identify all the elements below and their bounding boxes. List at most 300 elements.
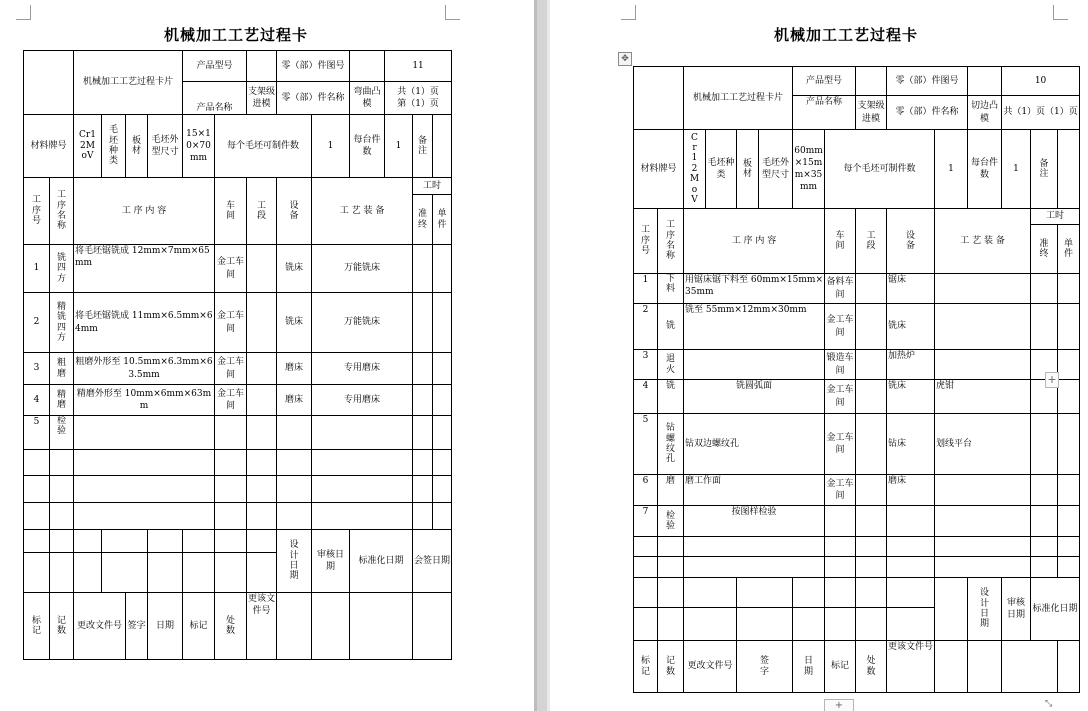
empty-cell[interactable]: [433, 476, 452, 503]
change-doc2-label[interactable]: 更该文件号: [887, 641, 935, 693]
empty-cell[interactable]: [684, 537, 825, 557]
op-no[interactable]: 2: [634, 304, 658, 350]
table-row[interactable]: [634, 304, 1080, 350]
op-tooling[interactable]: 专用磨床: [312, 353, 413, 385]
pieces-per-unit-label[interactable]: 每台件数: [968, 130, 1002, 209]
empty-cell[interactable]: [247, 503, 277, 530]
op-section[interactable]: [247, 385, 277, 416]
design-date[interactable]: [968, 578, 1002, 641]
empty-cell[interactable]: [50, 553, 74, 593]
op-no[interactable]: 1: [24, 245, 50, 293]
empty-cell[interactable]: [413, 450, 433, 476]
op-tooling[interactable]: 万能铣床: [312, 245, 413, 293]
signature-label[interactable]: 签字: [126, 593, 148, 660]
op-name[interactable]: [658, 414, 684, 475]
op-name[interactable]: [50, 416, 74, 450]
col-op-content[interactable]: 工 序 内 容: [684, 209, 825, 274]
op-workshop[interactable]: [825, 506, 856, 537]
op-prep[interactable]: [413, 385, 433, 416]
empty-cell[interactable]: [277, 593, 312, 660]
empty-cell[interactable]: [312, 503, 413, 530]
empty-cell[interactable]: [684, 608, 737, 641]
page-count[interactable]: [385, 82, 452, 115]
empty-cell[interactable]: [148, 530, 183, 553]
empty-cell[interactable]: [350, 593, 413, 660]
empty-cell[interactable]: [887, 537, 935, 557]
col-op-no[interactable]: [24, 178, 50, 245]
op-content[interactable]: 磨工作面: [684, 475, 825, 506]
op-name[interactable]: 铣: [658, 304, 684, 350]
standard-date[interactable]: 标准化日期: [1031, 578, 1080, 641]
table-row[interactable]: [24, 450, 452, 476]
op-prep[interactable]: [1031, 475, 1058, 506]
op-tooling[interactable]: 划线平台: [935, 414, 1031, 475]
part-name-label[interactable]: 零（部）件名称: [277, 82, 350, 115]
op-tooling[interactable]: [935, 304, 1031, 350]
empty-cell[interactable]: [215, 450, 247, 476]
date-label[interactable]: [793, 641, 825, 693]
op-equipment[interactable]: 铣床: [887, 380, 935, 414]
op-section[interactable]: [856, 350, 887, 380]
pieces-per-blank-label[interactable]: 每个毛坯可制件数: [825, 130, 935, 209]
empty-cell[interactable]: [887, 578, 935, 608]
op-tooling[interactable]: 虎钳: [935, 380, 1031, 414]
op-no[interactable]: 4: [634, 380, 658, 414]
empty-cell[interactable]: [634, 557, 658, 578]
op-no[interactable]: 5: [24, 416, 50, 450]
op-unit[interactable]: [1058, 414, 1080, 475]
empty-cell[interactable]: [413, 593, 452, 660]
table-row[interactable]: [634, 506, 1080, 537]
table-row[interactable]: [24, 416, 452, 450]
part-no-value[interactable]: 10: [1002, 67, 1080, 96]
empty-cell[interactable]: [277, 450, 312, 476]
empty-cell[interactable]: [74, 450, 215, 476]
empty-cell[interactable]: [215, 530, 247, 553]
empty-cell[interactable]: [658, 557, 684, 578]
col-prep-final[interactable]: [413, 195, 433, 245]
place-label[interactable]: [856, 641, 887, 693]
product-model-label[interactable]: 产品型号: [793, 67, 856, 96]
empty-cell[interactable]: [634, 578, 658, 608]
signature-label[interactable]: [737, 641, 793, 693]
op-no[interactable]: 4: [24, 385, 50, 416]
empty-cell[interactable]: [102, 530, 148, 553]
blank-size-value[interactable]: 60mm×15mm×35mm: [793, 130, 825, 209]
op-prep[interactable]: [413, 245, 433, 293]
blank-type-label[interactable]: [102, 115, 126, 178]
col-work-hours[interactable]: 工时: [1031, 209, 1080, 225]
empty-cell[interactable]: [1002, 641, 1058, 693]
empty-cell[interactable]: [247, 450, 277, 476]
op-name[interactable]: [50, 353, 74, 385]
col-workshop[interactable]: [215, 178, 247, 245]
empty-cell[interactable]: [50, 503, 74, 530]
op-workshop[interactable]: 金工车间: [215, 385, 247, 416]
empty-cell[interactable]: [935, 557, 1031, 578]
empty-cell[interactable]: [24, 476, 50, 503]
empty-cell[interactable]: [935, 537, 1031, 557]
op-workshop[interactable]: 金工车间: [825, 304, 856, 350]
op-name[interactable]: [658, 274, 684, 304]
empty-cell[interactable]: [183, 553, 215, 593]
col-section[interactable]: [856, 209, 887, 274]
empty-cell[interactable]: [24, 503, 50, 530]
op-name[interactable]: 铣: [658, 380, 684, 414]
op-workshop[interactable]: 金工车间: [215, 353, 247, 385]
design-date[interactable]: [277, 530, 312, 593]
op-unit[interactable]: [433, 293, 452, 353]
mark-label[interactable]: [24, 593, 50, 660]
material-grade-label[interactable]: 材料牌号: [24, 115, 74, 178]
table-row[interactable]: [24, 293, 452, 353]
op-prep[interactable]: [1031, 414, 1058, 475]
op-name[interactable]: [50, 385, 74, 416]
empty-cell[interactable]: [634, 608, 658, 641]
col-unit-time[interactable]: [433, 195, 452, 245]
op-name[interactable]: [658, 506, 684, 537]
date-label[interactable]: 日期: [148, 593, 183, 660]
empty-cell[interactable]: [74, 553, 102, 593]
empty-cell[interactable]: [215, 503, 247, 530]
empty-cell[interactable]: [856, 537, 887, 557]
op-section[interactable]: [856, 506, 887, 537]
blank-type-value[interactable]: [126, 115, 148, 178]
page-title[interactable]: 机械加工工艺过程卡: [164, 26, 309, 44]
table-row[interactable]: [24, 530, 452, 553]
table-resize-icon[interactable]: ⤡: [1045, 699, 1053, 709]
col-section[interactable]: [247, 178, 277, 245]
empty-cell[interactable]: [50, 476, 74, 503]
material-grade-value[interactable]: [684, 130, 706, 209]
op-tooling[interactable]: [935, 475, 1031, 506]
op-tooling[interactable]: 万能铣床: [312, 293, 413, 353]
empty-cell[interactable]: [50, 450, 74, 476]
op-tooling[interactable]: [935, 274, 1031, 304]
empty-cell[interactable]: [684, 578, 737, 608]
empty-cell[interactable]: [433, 450, 452, 476]
op-prep[interactable]: [1031, 304, 1058, 350]
op-section[interactable]: [856, 475, 887, 506]
note-value[interactable]: [433, 115, 452, 178]
col-prep-final[interactable]: [1031, 225, 1058, 274]
table-row[interactable]: [24, 593, 452, 660]
empty-cell[interactable]: [856, 608, 887, 641]
empty-cell[interactable]: [793, 608, 825, 641]
op-name[interactable]: [658, 350, 684, 380]
card-name[interactable]: 机械加工工艺过程卡片: [74, 51, 183, 115]
op-equipment[interactable]: 磨床: [277, 353, 312, 385]
op-prep[interactable]: [413, 353, 433, 385]
empty-cell[interactable]: [825, 557, 856, 578]
col-op-content[interactable]: 工 序 内 容: [74, 178, 215, 245]
op-unit[interactable]: [433, 353, 452, 385]
pieces-per-unit-value[interactable]: 1: [385, 115, 413, 178]
op-name[interactable]: 磨: [658, 475, 684, 506]
col-work-hours[interactable]: 工时: [413, 178, 452, 195]
empty-cell[interactable]: [102, 553, 148, 593]
op-prep[interactable]: [413, 293, 433, 353]
blank-size-label[interactable]: 毛坯外型尺寸: [148, 115, 183, 178]
col-tooling[interactable]: 工 艺 装 备: [935, 209, 1031, 274]
card-name[interactable]: 机械加工工艺过程卡片: [684, 67, 793, 130]
product-name-label[interactable]: 产品名称: [183, 82, 247, 115]
op-tooling[interactable]: [935, 506, 1031, 537]
table-row[interactable]: [634, 274, 1080, 304]
empty-cell[interactable]: [312, 450, 413, 476]
op-workshop[interactable]: 金工车间: [215, 293, 247, 353]
table-row[interactable]: [24, 245, 452, 293]
mark2-label[interactable]: 标记: [825, 641, 856, 693]
empty-cell[interactable]: [74, 476, 215, 503]
op-section[interactable]: [856, 380, 887, 414]
empty-cell[interactable]: [1031, 557, 1058, 578]
change-doc2-label[interactable]: 更该文件号: [247, 593, 277, 660]
op-content[interactable]: 用锯床锯下料至 60mm×15mm×35mm: [684, 274, 825, 304]
empty-cell[interactable]: [247, 476, 277, 503]
col-op-name[interactable]: [50, 178, 74, 245]
empty-cell[interactable]: [737, 608, 793, 641]
empty-cell[interactable]: [24, 450, 50, 476]
op-unit[interactable]: [1058, 475, 1080, 506]
product-model-value[interactable]: [247, 51, 277, 82]
op-content[interactable]: 铣至 55mm×12mm×30mm: [684, 304, 825, 350]
empty-cell[interactable]: [74, 503, 215, 530]
note-value[interactable]: [1058, 130, 1080, 209]
empty-cell[interactable]: [887, 608, 935, 641]
op-content[interactable]: 精磨外形至 10mm×6mm×63mm: [74, 385, 215, 416]
part-no-blank[interactable]: [968, 67, 1002, 96]
empty-cell[interactable]: [1058, 537, 1080, 557]
op-section[interactable]: [856, 304, 887, 350]
op-content[interactable]: 将毛坯锯铣成 11mm×6.5mm×64mm: [74, 293, 215, 353]
op-content[interactable]: 按图样检验: [684, 506, 825, 537]
op-workshop[interactable]: 金工车间: [825, 414, 856, 475]
op-no[interactable]: 2: [24, 293, 50, 353]
mark-label[interactable]: [634, 641, 658, 693]
table-move-handle-icon[interactable]: ✥: [618, 52, 632, 66]
part-no-blank[interactable]: [350, 51, 385, 82]
op-no[interactable]: 3: [634, 350, 658, 380]
change-doc-label[interactable]: 更改文件号: [684, 641, 737, 693]
empty-cell[interactable]: [247, 530, 277, 553]
material-grade-value[interactable]: [74, 115, 102, 178]
col-workshop[interactable]: [825, 209, 856, 274]
col-equipment[interactable]: [887, 209, 935, 274]
pieces-per-blank-label[interactable]: 每个毛坯可制件数: [215, 115, 312, 178]
op-content[interactable]: 粗磨外形至 10.5mm×6.3mm×63.5mm: [74, 353, 215, 385]
empty-cell[interactable]: [148, 553, 183, 593]
op-unit[interactable]: [1058, 274, 1080, 304]
empty-cell[interactable]: [277, 503, 312, 530]
op-equipment[interactable]: 铣床: [277, 293, 312, 353]
review-date[interactable]: 审核日期: [1002, 578, 1031, 641]
note-label[interactable]: [1031, 130, 1058, 209]
mark2-label[interactable]: 标记: [183, 593, 215, 660]
empty-cell[interactable]: [215, 553, 247, 593]
empty-cell[interactable]: [825, 608, 856, 641]
pieces-per-unit-value[interactable]: 1: [1002, 130, 1031, 209]
op-content[interactable]: 钻双边螺纹孔: [684, 414, 825, 475]
pieces-per-unit-label[interactable]: 每台件数: [350, 115, 385, 178]
empty-cell[interactable]: [684, 557, 825, 578]
empty-cell[interactable]: [24, 530, 50, 553]
op-equipment[interactable]: 锯床: [887, 274, 935, 304]
op-workshop[interactable]: 金工车间: [825, 380, 856, 414]
count-label[interactable]: [50, 593, 74, 660]
empty-cell[interactable]: [24, 553, 50, 593]
empty-cell[interactable]: [312, 476, 413, 503]
op-equipment[interactable]: [277, 416, 312, 450]
op-section[interactable]: [247, 245, 277, 293]
blank-type-label[interactable]: 毛坯种类: [706, 130, 737, 209]
process-card-table[interactable]: [23, 50, 452, 660]
empty-cell[interactable]: [413, 503, 433, 530]
count-label[interactable]: [658, 641, 684, 693]
table-row[interactable]: [634, 578, 1080, 608]
empty-cell[interactable]: [634, 537, 658, 557]
op-prep[interactable]: [1031, 506, 1058, 537]
add-row-icon[interactable]: +: [824, 699, 854, 711]
blank-type-value[interactable]: [737, 130, 759, 209]
empty-cell[interactable]: [277, 476, 312, 503]
op-unit[interactable]: [433, 416, 452, 450]
blank-cell[interactable]: [634, 67, 684, 130]
empty-cell[interactable]: [247, 553, 277, 593]
table-row[interactable]: [24, 476, 452, 503]
op-section[interactable]: [856, 274, 887, 304]
empty-cell[interactable]: [312, 593, 350, 660]
countersign-date[interactable]: 会签日期: [413, 530, 452, 593]
op-tooling[interactable]: 专用磨床: [312, 385, 413, 416]
op-content[interactable]: 将毛坯锯铣成 12mm×7mm×65mm: [74, 245, 215, 293]
op-content[interactable]: 铣圆弧面: [684, 380, 825, 414]
pieces-per-blank-value[interactable]: 1: [935, 130, 968, 209]
op-name[interactable]: [50, 245, 74, 293]
empty-cell[interactable]: [737, 578, 793, 608]
op-no[interactable]: 7: [634, 506, 658, 537]
op-equipment[interactable]: 钻床: [887, 414, 935, 475]
op-workshop[interactable]: 金工车间: [825, 475, 856, 506]
empty-cell[interactable]: [413, 476, 433, 503]
empty-cell[interactable]: [856, 557, 887, 578]
page-title[interactable]: 机械加工工艺过程卡: [774, 26, 919, 44]
op-equipment[interactable]: 铣床: [887, 304, 935, 350]
op-prep[interactable]: [413, 416, 433, 450]
empty-cell[interactable]: [74, 530, 102, 553]
op-workshop[interactable]: 金工车间: [215, 245, 247, 293]
col-tooling[interactable]: 工 艺 装 备: [312, 178, 413, 245]
empty-cell[interactable]: [825, 578, 856, 608]
table-row[interactable]: [24, 385, 452, 416]
part-no-label[interactable]: 零（部）件图号: [277, 51, 350, 82]
empty-cell[interactable]: [50, 530, 74, 553]
op-equipment[interactable]: 磨床: [277, 385, 312, 416]
table-row[interactable]: [634, 641, 1080, 693]
empty-cell[interactable]: [215, 476, 247, 503]
op-no[interactable]: 6: [634, 475, 658, 506]
op-workshop[interactable]: 锻造车间: [825, 350, 856, 380]
op-section[interactable]: [247, 293, 277, 353]
op-section[interactable]: [247, 416, 277, 450]
review-date[interactable]: 审核日期: [312, 530, 350, 593]
empty-cell[interactable]: [433, 503, 452, 530]
page-count[interactable]: 共（1）页（1）页: [1002, 96, 1080, 130]
blank-size-value[interactable]: 15×10×70mm: [183, 115, 215, 178]
op-unit[interactable]: [433, 245, 452, 293]
part-name-value[interactable]: 弯曲凸模: [350, 82, 385, 115]
empty-cell[interactable]: [658, 578, 684, 608]
op-prep[interactable]: [1031, 274, 1058, 304]
op-tooling[interactable]: [935, 350, 1031, 380]
empty-cell[interactable]: [887, 557, 935, 578]
op-workshop[interactable]: [215, 416, 247, 450]
table-row[interactable]: [634, 557, 1080, 578]
table-row[interactable]: [634, 537, 1080, 557]
table-row[interactable]: [634, 350, 1080, 380]
empty-cell[interactable]: [825, 537, 856, 557]
op-section[interactable]: [856, 414, 887, 475]
add-column-icon[interactable]: +: [1045, 372, 1059, 388]
empty-cell[interactable]: [793, 578, 825, 608]
table-row[interactable]: [634, 380, 1080, 414]
col-equipment[interactable]: [277, 178, 312, 245]
op-unit[interactable]: [433, 385, 452, 416]
col-op-no[interactable]: [634, 209, 658, 274]
op-equipment[interactable]: 磨床: [887, 475, 935, 506]
op-unit[interactable]: [1058, 506, 1080, 537]
empty-cell[interactable]: [968, 641, 1002, 693]
empty-cell[interactable]: [1031, 537, 1058, 557]
op-no[interactable]: 5: [634, 414, 658, 475]
change-doc-label[interactable]: 更改文件号: [74, 593, 126, 660]
empty-cell[interactable]: [935, 641, 968, 693]
part-no-value[interactable]: 11: [385, 51, 452, 82]
pieces-per-blank-value[interactable]: 1: [312, 115, 350, 178]
op-equipment[interactable]: [887, 506, 935, 537]
place-label[interactable]: [215, 593, 247, 660]
col-unit-time[interactable]: [1058, 225, 1080, 274]
product-name-label[interactable]: 产品名称: [793, 96, 856, 130]
empty-cell[interactable]: [1058, 641, 1080, 693]
op-workshop[interactable]: 备料车间: [825, 274, 856, 304]
empty-cell[interactable]: [1058, 557, 1080, 578]
op-section[interactable]: [247, 353, 277, 385]
op-tooling[interactable]: [312, 416, 413, 450]
table-row[interactable]: [634, 475, 1080, 506]
material-grade-label[interactable]: 材料牌号: [634, 130, 684, 209]
process-card-table[interactable]: [633, 66, 1080, 693]
op-content[interactable]: [74, 416, 215, 450]
col-op-name[interactable]: [658, 209, 684, 274]
table-row[interactable]: [24, 503, 452, 530]
table-row[interactable]: [634, 414, 1080, 475]
op-content[interactable]: [684, 350, 825, 380]
empty-cell[interactable]: [856, 578, 887, 608]
standard-date[interactable]: 标准化日期: [350, 530, 413, 593]
empty-cell[interactable]: [183, 530, 215, 553]
table-row[interactable]: [24, 353, 452, 385]
product-name-value[interactable]: 支架级进模: [856, 96, 887, 130]
op-unit[interactable]: [1058, 304, 1080, 350]
note-label[interactable]: [413, 115, 433, 178]
op-no[interactable]: 1: [634, 274, 658, 304]
part-name-value[interactable]: 切边凸模: [968, 96, 1002, 130]
empty-cell[interactable]: [658, 537, 684, 557]
product-model-label[interactable]: 产品型号: [183, 51, 247, 82]
product-name-value[interactable]: 支架级进模: [247, 82, 277, 115]
empty-cell[interactable]: [658, 608, 684, 641]
